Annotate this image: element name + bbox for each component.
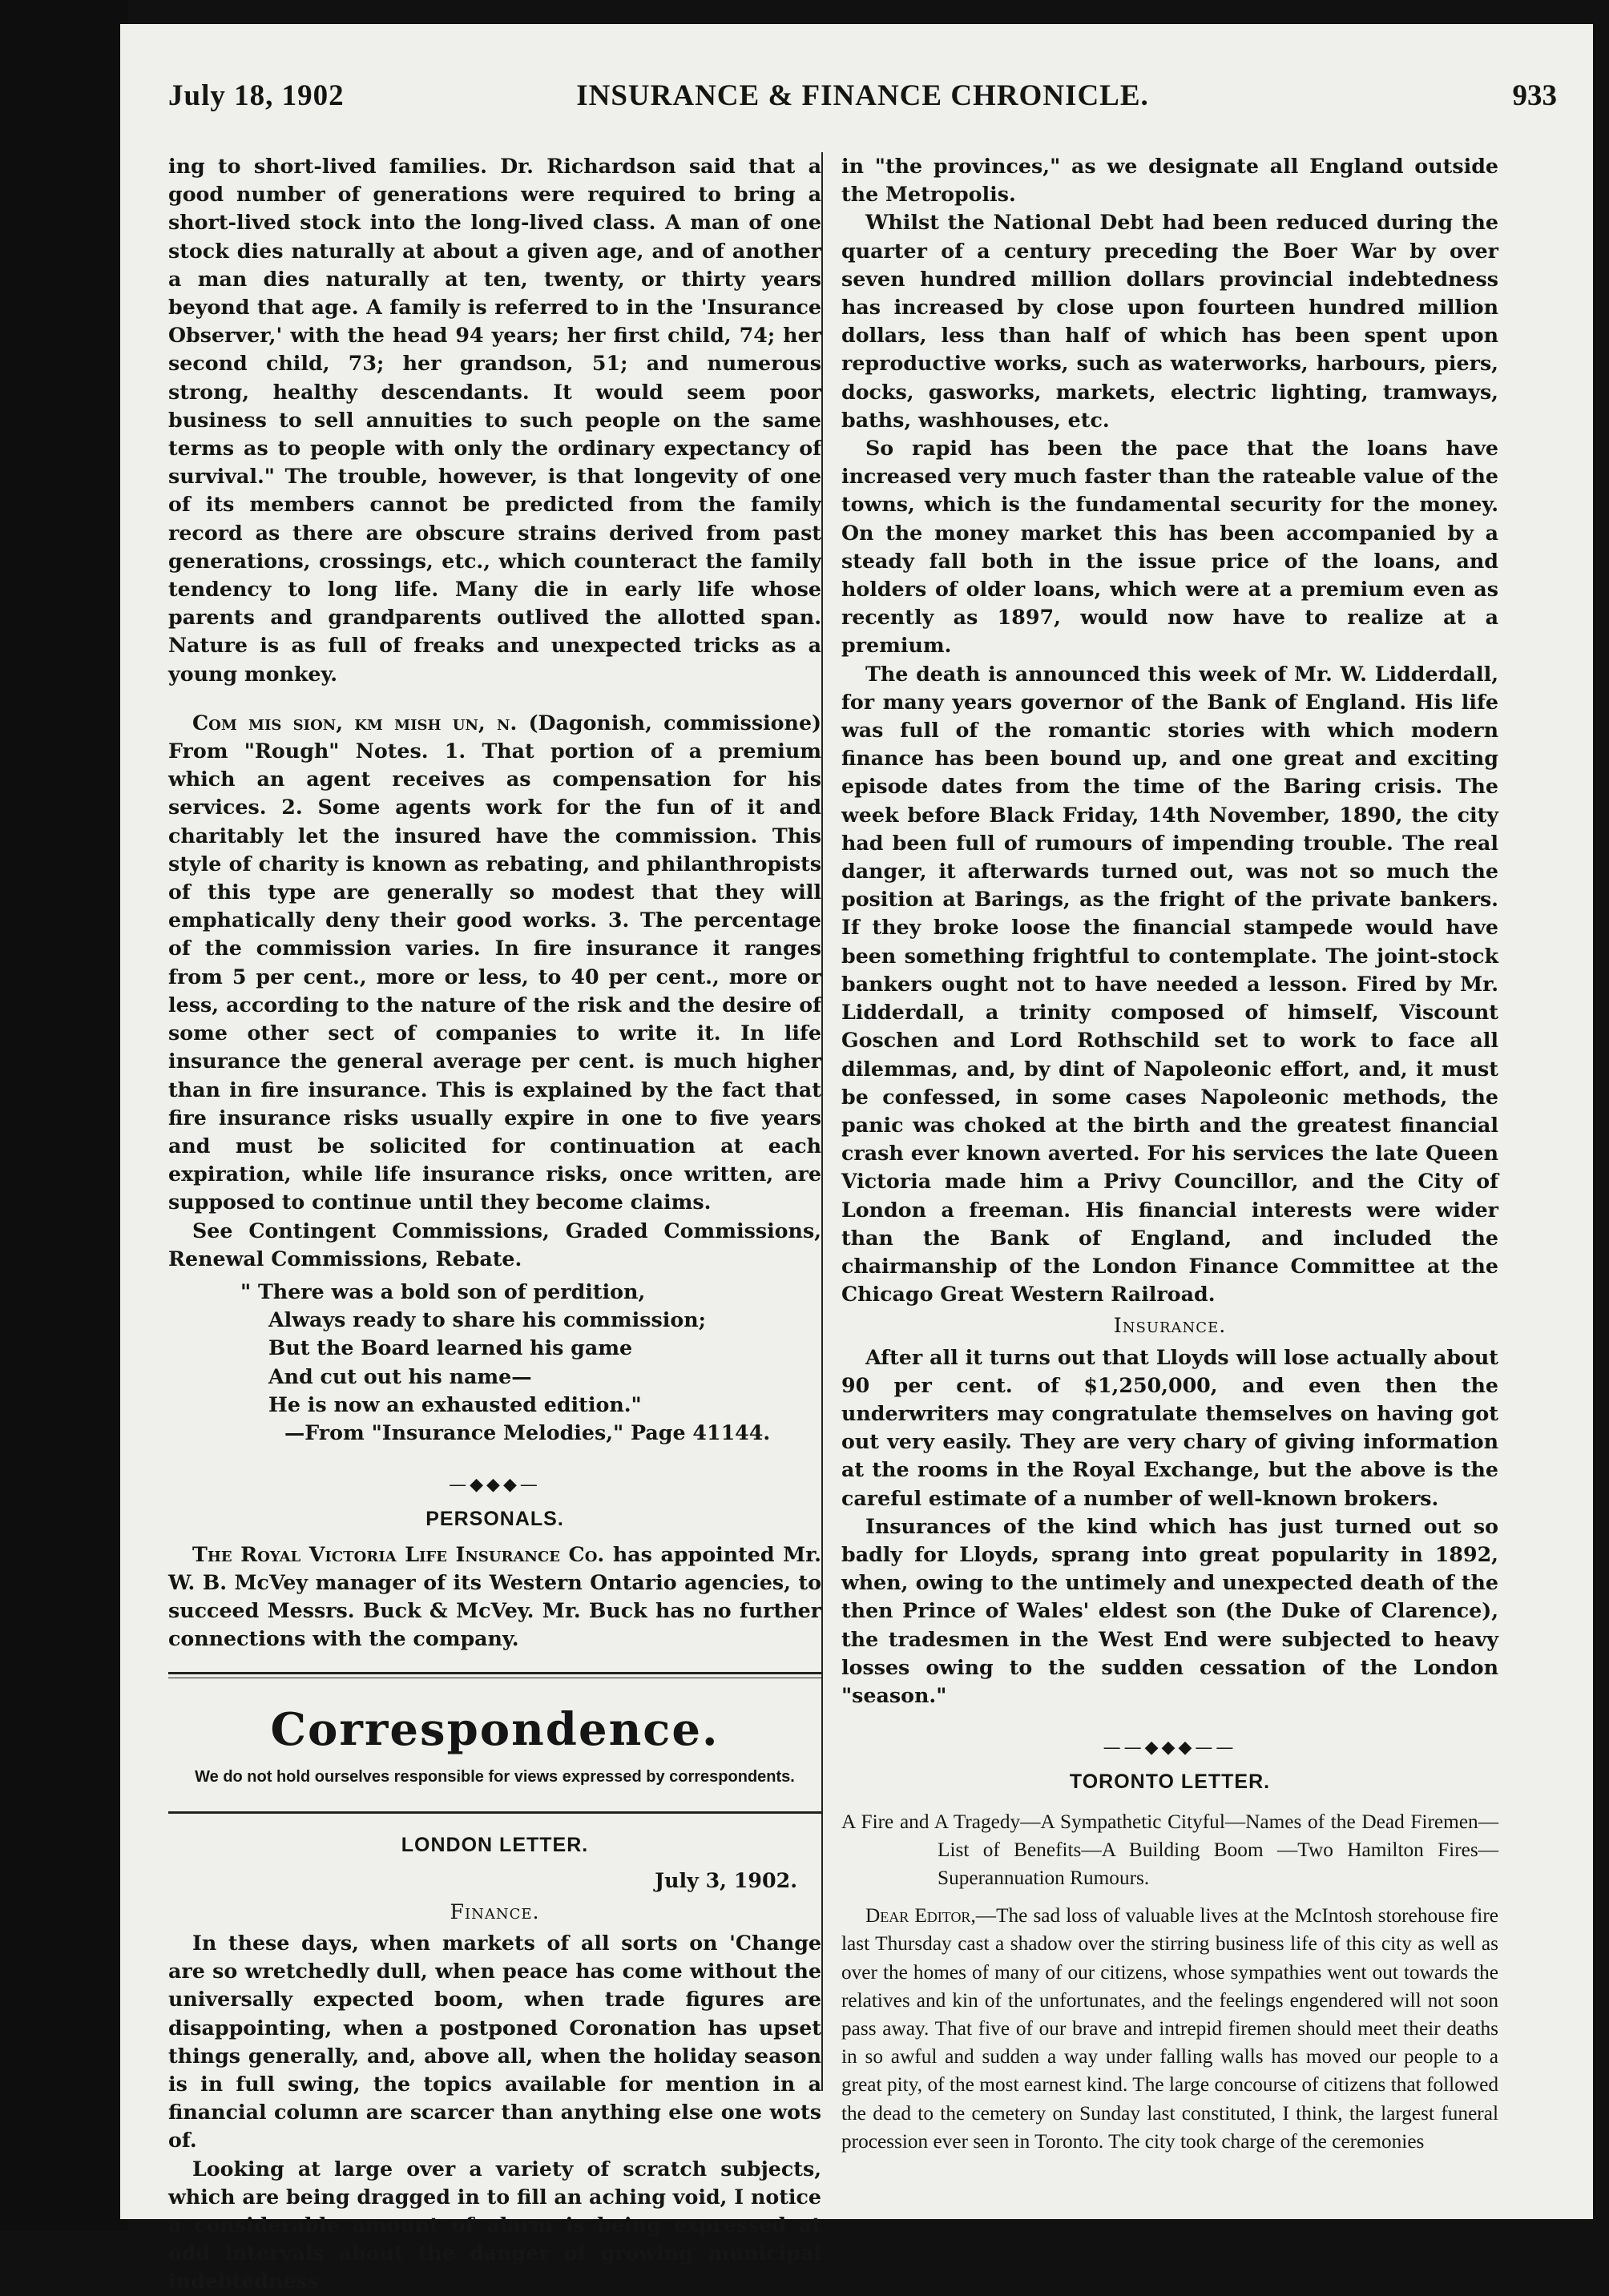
poem-line: " There was a bold son of perdition,	[240, 1279, 646, 1303]
debt-paragraph: Whilst the National Debt had been reduced during the quarter of a century preceding the Boer War by over seven hundred million dollars provincial indebtedness has increased by close upon fourteen hundred million dollars, less than half of which has been spent upon reproductive works, such as waterworks, harbours, piers, docks, gasworks, markets, electric lighting, tramways, baths, washhouses, etc.	[841, 210, 1498, 432]
personals-paragraph	[168, 1541, 821, 1654]
toronto-body: —The sad loss of valuable lives at the McIntosh storehouse fire last Thursday cast a shadow over the stirring business life of this city as well as over the homes of many of our citizens, whose sympathies went out towards the relatives and kin of the unfortunates, and the feelings engendered will not soon pass away. That five of our brave and intrepid firemen should meet their deaths in so awful and sudden a way under falling walls has moved our people to a great pity, of the most earnest kind. The large concourse of citizens that followed the dead to the cemetery on Sunday last constituted, I think, the largest funeral procession ever seen in Toronto. The city took charge of the ceremonies	[841, 1904, 1498, 2153]
poem-line: But the Board learned his game	[268, 1335, 633, 1360]
continuation-paragraph: in "the provinces," as we designate all England outside the Metropolis.	[841, 154, 1498, 207]
insurance-subhead: Insurance.	[1113, 1314, 1227, 1338]
correspondence-heading: Correspondence.	[270, 1703, 720, 1757]
poem-source: —From "Insurance Melodies," Page 41144.	[284, 1420, 771, 1444]
london-letter-heading: LONDON LETTER.	[401, 1834, 589, 1857]
lloyds-paragraph: After all it turns out that Lloyds will lose actually about 90 per cent. of $1,250,000, and even then the underwriters may congratulate themselves on having got out very easily. They are very chary of giving information at the rooms in the Royal Exchange, but the above is the careful estimate of a number of well-known brokers.	[841, 1344, 1498, 1510]
commission-body: (Dagonish, commissione) From "Rough" Notes. 1. That portion of a premium which an agent receives as compensation for his services. 2. Some agents work for the fun of it and charitably let the insured have the commission. This style of charity is known as rebating, and philanthropists of this type are generally so modest that they will emphatically deny their good works. 3. The percentage of the commission varies. In fire insurance it ranges from 5 per cent., more or less, to 40 per cent., more or less, according to the nature of the risk and the desire of some other sect of companies to write it. In life insurance the general average per cent. is much higher than in fire insurance. This is explained by the fact that fire insurance risks usually expire in one to five years and must be solicited for continuation at each expiration, while life insurance risks, once written, are supposed to continue until they become claims.	[168, 710, 822, 1214]
right-column	[841, 152, 1498, 2156]
toronto-letter-heading: TORONTO LETTER.	[1069, 1770, 1271, 1794]
section-rule	[168, 1811, 821, 1814]
personals-heading: PERSONALS.	[425, 1508, 564, 1531]
lidderdall-paragraph: The death is announced this week of Mr. W. Lidderdall, for many years governor of the Bank of England. His life was full of the romantic stories with which modern finance has been bound up, and one great and exciting episode dates from the time of the Baring crisis. The week before Black Friday, 14th November, 1890, the city had been full of rumours of impending trouble. The real danger, it afterwards turned out, was not so much the position at Barings, as the fright of the private bankers. If they broke loose the financial stampede would have been something frightful to contemplate. The joint-stock bankers ought not to have needed a lesson. Fired by Mr. Lidderdall, a trinity composed of himself, Viscount Goschen and Lord Rothschild set to work to face all dilemmas, and, by dint of Napoleonic effort, and, it must be confessed, in some cases Napoleonic methods, the panic was choked at the birth and the greatest financial crash ever known averted. For his services the late Queen Victoria made him a Privy Councillor, and the City of London a freeman. His financial interests were wider than the Bank of England, and included the chairmanship of the London Finance Committee at the Chicago Great Western Railroad.	[841, 661, 1498, 1307]
poem-line: He is now an exhausted edition."	[268, 1392, 642, 1416]
longevity-paragraph: ing to short-lived families. Dr. Richardson said that a good number of generations were required to bring a short-lived stock into the long-lived class. A man of one stock dies naturally at about a given age, and of another a man dies naturally at ten, twenty, or thirty years beyond that age. A family is referred to in the 'Insurance Observer,' with the head 94 years; her first child, 74; her second child, 73; her grandson, 51; and numerous strong, healthy descendants. It would seem poor business to sell annuities to such people on the same terms as to people with only the ordinary expectancy of survival." The trouble, however, is that longevity of one of its members cannot be predicted from the family record as there are obscure strains derived from past generations, crossings, etc., which counteract the family tendency to long life. Many die in early life whose parents and grandparents outlived the allotted span. Nature is as full of freaks and unexpected tricks as a young monkey.	[168, 154, 821, 686]
finance-paragraph: Looking at large over a variety of scratch subjects, which are being dragged in to fill an aching void, I notice a considerable amount of alarm is being expressed at odd intervals about the danger of growing municipal indebtedness	[168, 2156, 821, 2294]
see-also: See Contingent Commissions, Graded Commissions, Renewal Commissions, Rebate.	[168, 1218, 821, 1271]
issue-date: July 18, 1902	[168, 79, 345, 112]
left-column	[168, 152, 821, 2296]
ornament-divider: —◆◆◆—	[449, 1475, 541, 1496]
column-rule	[821, 152, 823, 2091]
london-letter-date: July 3, 1902.	[655, 1867, 797, 1892]
loans-paragraph: So rapid has been the pace that the loans have increased very much faster than the rateable value of the towns, which is the fundamental security for the money. On the money market this has been accompanied by a steady fall both in the issue price of the loans, and holders of older loans, which were at a premium even as recently as 1897, would now have to realize at a premium.	[841, 436, 1498, 658]
personals-body: has appointed Mr. W. B. McVey manager of its Western Ontario agencies, to succeed Messrs. Buck & McVey. Mr. Buck has no further connections with the company.	[168, 1541, 821, 1651]
poem-line: And cut out his name—	[268, 1364, 532, 1388]
section-rule	[168, 1672, 821, 1678]
scan-border	[0, 0, 128, 2230]
ornament-divider: ——◆◆◆——	[1103, 1738, 1237, 1758]
salutation: Dear Editor,	[865, 1904, 976, 1927]
page-number: 933	[1512, 79, 1557, 112]
commission-entry	[168, 709, 821, 1217]
commission-heading: Com mis sion, km mish un, n.	[192, 710, 518, 735]
correspondence-disclaimer: We do not hold ourselves responsible for views expressed by correspondents.	[195, 1768, 795, 1786]
poem-line: Always ready to share his commission;	[268, 1307, 706, 1332]
company-name: The Royal Victoria Life Insurance Co.	[192, 1541, 605, 1566]
toronto-letter-body	[841, 1902, 1498, 2156]
publication-title: INSURANCE & FINANCE CHRONICLE.	[576, 79, 1149, 112]
finance-subhead: Finance.	[450, 1899, 540, 1923]
newspaper-page	[120, 24, 1593, 2294]
poem	[240, 1278, 821, 1447]
insurances-paragraph: Insurances of the kind which has just turned out so badly for Lloyds, sprang into great popularity in 1892, when, owing to the untimely and unexpected death of the then Prince of Wales' eldest son (the Duke of Clarence), the tradesmen in the West End were subjected to heavy losses owing to the sudden cessation of the London "season."	[841, 1513, 1498, 1707]
running-head	[168, 62, 1557, 119]
finance-paragraph: In these days, when markets of all sorts on 'Change are so wretchedly dull, when peace has come without the universally expected boom, when trade figures are disappointing, when a postponed Coronation has upset things generally, and, above all, when the holiday season is in full swing, the topics available for mention in a financial column are scarcer than anything else one wots of.	[168, 1930, 821, 2153]
toronto-subtitle: A Fire and A Tragedy—A Sympathetic Cityful—Names of the Dead Firemen—List of Benefits—A Building Boom —Two Hamilton Fires—Superannuation Rumours.	[841, 1810, 1498, 1889]
